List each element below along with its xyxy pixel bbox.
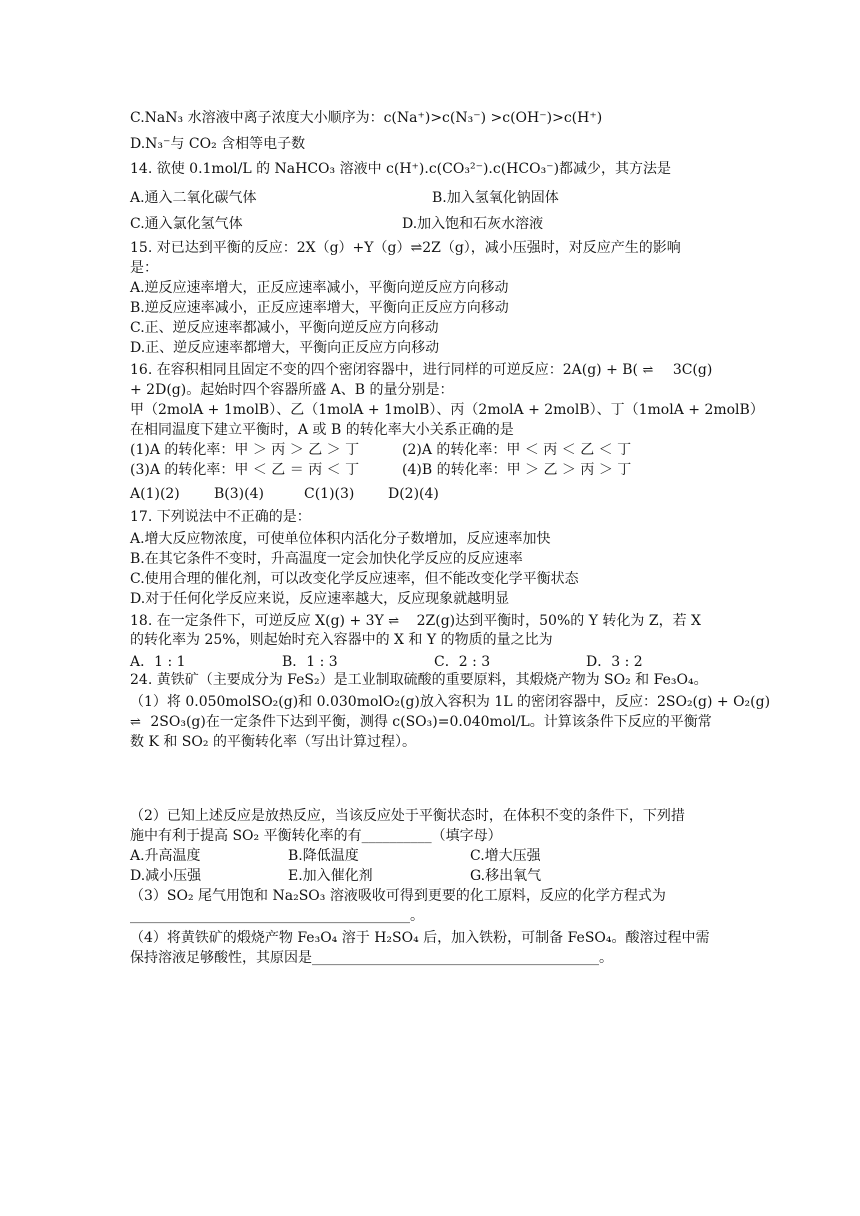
q14-option-d: D.加入饱和石灰水溶液 [402, 216, 544, 232]
q24-part1: （1）将 0.050molSO₂(g)和 0.030molO₂(g)放入容积为 1L 的密闭容器中，反应：2SO₂(g) + O₂(g) [130, 694, 771, 710]
q17-option-c: C.使用合理的催化剂，可以改变化学反应速率，但不能改变化学平衡状态 [130, 571, 579, 587]
q24-part4: （4）将黄铁矿的煅烧产物 Fe₃O₄ 溶于 H₂SO₄ 后，加入铁粉，可制备 FeSO₄。酸溶过程中需 [130, 930, 710, 946]
q18-stem-end: 2Z(g)达到平衡时，50%的 Y 转化为 Z，若 X [416, 613, 701, 629]
q16-option-d: D(2)(4) [388, 486, 439, 502]
q17-stem: 17. 下列说法中不正确的是： [130, 509, 311, 525]
q18-stem-cont: 的转化率为 25%，则起始时充入容器中的 X 和 Y 的物质的量之比为 [130, 632, 553, 648]
q17-option-b: B.在其它条件不变时，升高温度一定会加快化学反应的反应速率 [130, 551, 523, 567]
q15-stem: 15. 对已达到平衡的反应：2X（g）+Y（g）⇌2Z（g），减小压强时，对反应产生的影响 [130, 240, 681, 256]
q24-part1-text: 2SO₃(g)在一定条件下达到平衡，测得 c(SO₃)=0.040mol/L。计算该条件下反应的平衡常 [150, 714, 712, 730]
q24-part2: （2）已知上述反应是放热反应，当该反应处于平衡状态时，在体积不变的条件下，下列措 [130, 808, 685, 824]
q16-option-b: B(3)(4) [214, 486, 264, 502]
q15-option-b: B.逆反应速率减小，正反应速率增大，平衡向正反应方向移动 [130, 300, 509, 316]
q16-stem-cont: + 2D(g)。起始时四个容器所盛 A、B 的量分别是： [130, 382, 454, 398]
q24-option-d: D.减小压强 [130, 868, 202, 884]
q17-option-a: A.增大反应物浓度，可使单位体积内活化分子数增加，反应速率加快 [130, 531, 551, 547]
q14-option-a: A.通入二氧化碳气体 [130, 190, 257, 206]
q18-option-a: A．1 : 1 [130, 654, 186, 670]
q17-option-d: D.对于任何化学反应来说，反应速率越大，反应现象就越明显 [130, 591, 510, 607]
equilibrium-arrow-icon: ⇌ [388, 614, 399, 629]
q14-option-c: C.通入氯化氢气体 [130, 216, 243, 232]
q18-option-c: C．2 : 3 [434, 654, 491, 670]
q16-statement-3: (3)A 的转化率：甲 ＜ 乙 ＝ 丙 ＜ 丁 [130, 462, 360, 478]
q24-part1-end: 数 K 和 SO₂ 的平衡转化率（写出计算过程）。 [130, 734, 416, 750]
q15-option-a: A.逆反应速率增大，正反应速率减小，平衡向逆反应方向移动 [130, 280, 509, 296]
q24-part4-cont: 保持溶液足够酸性，其原因是_________________________________________。 [130, 950, 613, 966]
q16-stem-text: 16. 在容积相同且固定不变的四个密闭容器中，进行同样的可逆反应：2A(g) + B( [130, 362, 638, 378]
q14-stem: 14. 欲使 0.1mol/L 的 NaHCO₃ 溶液中 c(H⁺).c(CO₃²⁻).c(HCO₃⁻)都减少，其方法是 [130, 161, 672, 177]
q15-option-d: D.正、逆反应速率都增大，平衡向正反应方向移动 [130, 340, 440, 356]
q13-option-d: D.N₃⁻与 CO₂ 含相等电子数 [130, 136, 306, 152]
q18-option-b: B．1 : 3 [282, 654, 338, 670]
q24-part2-cont: 施中有利于提高 SO₂ 平衡转化率的有__________（填字母） [130, 828, 502, 844]
q16-statement-4: (4)B 的转化率：甲 ＞ 乙 ＞ 丙 ＞ 丁 [402, 462, 632, 478]
q16-statement-1: (1)A 的转化率：甲 ＞ 丙 ＞ 乙 ＞ 丁 [130, 442, 360, 458]
q24-option-e: E.加入催化剂 [288, 868, 373, 884]
q24-part3: （3）SO₂ 尾气用饱和 Na₂SO₃ 溶液吸收可得到更要的化工原料，反应的化学方程式为 [130, 888, 666, 904]
q18-stem-text: 18. 在一定条件下，可逆反应 X(g) + 3Y [130, 613, 384, 629]
q16-option-c: C(1)(3) [304, 486, 355, 502]
q14-option-b: B.加入氢氧化钠固体 [432, 190, 559, 206]
q16-question: 在相同温度下建立平衡时，A 或 B 的转化率大小关系正确的是 [130, 422, 514, 438]
q24-option-b: B.降低温度 [288, 848, 359, 864]
q16-option-a: A(1)(2) [130, 486, 180, 502]
q16-statement-2: (2)A 的转化率：甲 ＜ 丙 ＜ 乙 ＜ 丁 [402, 442, 632, 458]
q15-stem-cont: 是： [130, 260, 158, 276]
q16-stem [130, 360, 712, 381]
equilibrium-arrow-icon: ⇌ [642, 363, 653, 378]
equilibrium-arrow-icon: ⇌ [130, 715, 140, 730]
q24-option-a: A.升高温度 [130, 848, 201, 864]
q16-containers: 甲（2molA + 1molB）、乙（1molA + 1molB）、丙（2molA + 2molB）、丁（1molA + 2molB） [130, 402, 764, 418]
q24-option-g: G.移出氧气 [470, 868, 542, 884]
q24-option-c: C.增大压强 [470, 848, 541, 864]
q13-option-c: C.NaN₃ 水溶液中离子浓度大小顺序为：c(Na⁺)>c(N₃⁻) >c(OH⁻)>c(H⁺) [130, 110, 603, 126]
q16-stem-end: 3C(g) [672, 362, 713, 378]
q18-option-d: D．3 : 2 [586, 654, 643, 670]
q24-part1-cont [130, 712, 712, 733]
q24-stem: 24. 黄铁矿（主要成分为 FeS₂）是工业制取硫酸的重要原料，其煅烧产物为 SO₂ 和 Fe₃O₄。 [130, 672, 708, 688]
q15-option-c: C.正、逆反应速率都减小，平衡向逆反应方向移动 [130, 320, 439, 336]
q24-part3-blank: ________________________________________。 [130, 908, 424, 924]
q18-stem [130, 611, 701, 632]
